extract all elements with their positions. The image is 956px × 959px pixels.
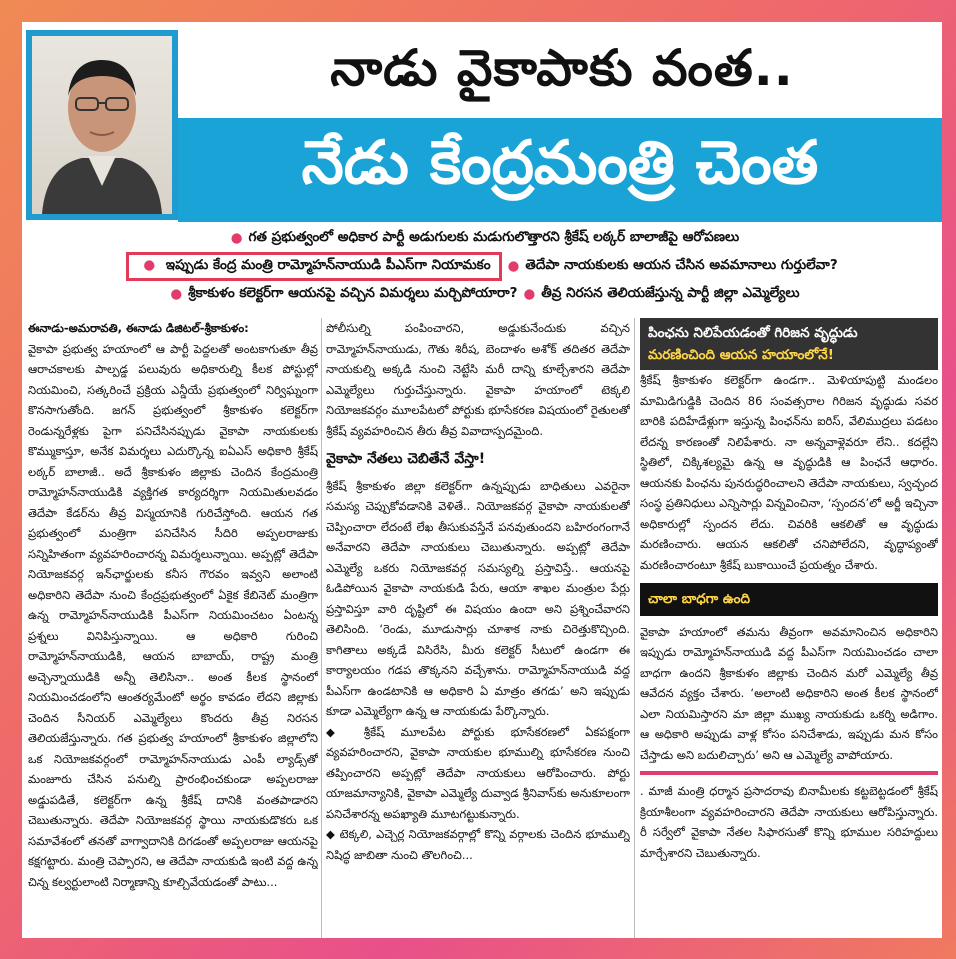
subheadings [22,224,942,308]
highlighted-subhead [126,252,501,281]
person-portrait-icon [32,36,172,214]
headline-line-2: నేడు కేంద్రమంత్రి చెంత [178,118,942,222]
box-heading-line-1: పింఛను నిలిపేయడంతో గిరిజన వృద్ధుడు [648,325,858,341]
headline-line-1: నాడు వైకాపాకు వంత.. [330,38,794,97]
column-2-para-4: ◆ టెక్కలి, ఎచ్చెర్ల నియోజకవర్గాల్లో కొన్ని వర్గాలకు చెందిన భూముల్ని నిషిద్ధ జాబితా నుంచి తొలగించి... [326,827,630,862]
bullet-icon: ● [507,258,520,274]
column-3-para-2: వైకాపా హయాంలో తమను తీవ్రంగా అవమానించిన అధికారిని ఇప్పుడు రామ్మోహన్‌నాయుడి వద్ద పీఎస్‌గా నియమించడం చాలా బాధగా ఉందని శ్రీకాకుళం జిల్లాకు చెందిన మరో ఎమ్మెల్యే తీవ్ర ఆవేదన వ్యక్తం చేశారు. ‘అలాంటి అధికారిని అంత కీలక స్థానంలో ఎలా నియమిస్తారని మా జిల్లా ముఖ్య నాయకుడు ఒకర్ని అడిగాం. ఆ అధికారి అప్పుడు వాళ్ల కోసం పనిచేశాడు, ఇప్పుడు మన కోసం చేస్తాడు అని బదులిచ్చారు’ అని ఆ ఎమ్మెల్యే వాపోయారు. [640,624,938,762]
newspaper-clipping [22,22,942,938]
column-divider [321,318,322,938]
box-heading-line-2: మరణించింది ఆయన హయాంలోనే! [648,347,834,363]
column-1 [28,318,318,938]
column-1-body: వైకాపా ప్రభుత్వ హయాంలో ఆ పార్టీ పెద్దలతో అంటకాగుతూ తీవ్ర ఆరాచకాలకు పాల్పడ్డ పలువురు అధికారుల్ని కీలక పోస్టుల్లో నియమించి, సత్కరించే ప్రక్రియ ఎన్డీయే ప్రభుత్వంలో నిర్విఘ్నంగా కొనసాగుతోంది. జగన్ ప్రభుత్వంలో శ్రీకాకుళం కలెక్టర్‌గా రెండున్నరేళ్లకు పైగా పనిచేసినప్పుడు వైకాపా నాయకులకు కొమ్ముకాస్తూ, అనేక విమర్శలు ఎదుర్కొన్న ఐఏఎస్ అధికారి శ్రీకేష్ లఠ్కర్ బాలాజీ.. అదే శ్రీకాకుళం జిల్లాకు చెందిన కేంద్రమంత్రి రామ్మోహన్‌నాయుడికి వ్యక్తిగత కార్యదర్శిగా నియమితులవడం తెదేపా కేడర్‌ను తీవ్ర విస్మయానికి గురిచేస్తోంది. ఆయన గత ప్రభుత్వంలో మంత్రిగా పనిచేసిన సీదిరి అప్పలరాజుకు సన్నిహితంగా వ్యవహరించారన్న విమర్శలున్నాయి. అప్పట్లో తెదేపా నియోజకవర్గ ఇన్‌ఛార్జులకు కనీస గౌరవం ఇవ్వని అలాంటి అధికారిని తెదేపా నుంచి కేంద్రప్రభుత్వంలో ఏకైక కేబినెట్ మంత్రిగా ఉన్న రామ్మోహన్‌నాయుడికి పీఎస్‌గా నియమించటం ఏంటన్న ప్రశ్నలు వినిపిస్తున్నాయి. ఆ అధికారి గురించి రామ్మోహన్‌నాయుడికి, ఆయన బాబాయ్, రాష్ట్ర మంత్రి అచ్చెన్నాయుడికి అన్నీ తెలిసినా.. అంత కీలక స్థానంలో నియమించడంలోని ఆంతర్యమేంటో అర్థం కావడం లేదని జిల్లాకు చెందిన సీనియర్ ఎమ్మెల్యేలు కొందరు తీవ్ర నిరసన తెలియజేస్తున్నారు. గత ప్రభుత్వ హయాంలో శ్రీకాకుళం జిల్లాలోని ఒక నియోజకవర్గంలో రామ్మోహన్‌నాయుడు ఎంపీ ల్యాడ్స్‌తో మంజూరు చేసిన పనుల్ని ప్రారంభించకుండా అప్పలరాజు అడ్డుపడితే, కలెక్టర్‌గా ఉన్న శ్రీకేష్ దానికి వంతపాడారని చెబుతున్నారు. తెదేపా నియోజకవర్గ స్థాయి నాయకుడొకరు ఒక సమావేశంలో తనతో వాగ్వాదానికి దిగడంతో అప్పలరాజు ఆయనపై కక్షగట్టారు. మంత్రి చెప్పారని, ఆ తెదేపా నాయకుడి ఇంటి వద్ద ఉన్న చిన్న కల్వర్టులాంటి నిర్మాణాన్ని కూల్చివేయడంతో పాటు... [28,341,318,889]
bullet-icon: ● [143,256,156,273]
bullet-icon: ● [170,286,183,302]
subhead-row-3 [22,280,942,308]
subhead-row-1 [22,224,942,252]
pink-divider [640,771,938,775]
subhead-4: శ్రీకాకుళం కలెక్టర్‌గా ఆయనపై వచ్చిన విమర్శలు మర్చిపోయారా? [188,284,518,301]
column-3-para-1: శ్రీకేష్ శ్రీకాకుళం కలెక్టర్‌గా ఉండగా.. మెళియాపుట్టి మండలం మామిడిగుడ్డికి చెందిన 86 సంవత్సరాల గిరిజన వృద్ధుడు సవర బారికి పదిహేడేళ్లుగా ఇస్తున్న పింఛన్‌ను ఐరిస్, వేలిముద్రలు పడటం లేదన్న కారణంతో నిలిపేశారు. నా అన్నవాళ్లెవరూ లేని.. కదల్లేని స్థితిలో, చిక్కిశల్యమై ఉన్న ఆ వృద్ధుడికి ఆ పింఛనే ఆధారం. ఆయనకు పింఛను పునరుద్ధరించాలని తెదేపా నాయకులు, స్వచ్ఛంద సంస్థ ప్రతినిధులు ఎన్నిసార్లు విన్నవించినా, ‘స్పందన’లో అర్జీ ఇచ్చినా అధికారుల్లో స్పందన లేదు. చివరికి ఆకలితో ఆ వృద్ధుడు మరణించారు. ఆయన ఆకలితో చనిపోలేదని, వృద్ధాప్యంతో మరణించారంటూ శ్రీకేష్ బుకాయించే ప్రయత్నం చేశారు. [640,373,938,572]
column-2 [326,318,630,938]
dateline: ఈనాడు-అమరావతి, ఈనాడు డిజిటల్-శ్రీకాకుళం: [28,321,249,335]
column-2-para-3: ◆ శ్రీకేష్ మూలపేట పోర్టుకు భూసేకరణలో ఏకపక్షంగా వ్యవహరించారని, వైకాపా నాయకుల భూముల్ని భూసేకరణ నుంచి తప్పించారని అప్పట్లో తెదేపా నాయకులు ఆరోపించారు. పోర్టు యాజమాన్యానికి, వైకాపా ఎమ్మెల్యే దువ్వాడ శ్రీనివాస్‌కు అనుకూలంగా పనిచేశారన్న అపఖ్యాతి మూటగట్టుకున్నారు. [326,724,630,821]
subhead-5: తీవ్ర నిరసన తెలియజేస్తున్న పార్టీ జిల్లా ఎమ్మెల్యేలు [541,284,800,301]
subhead-row-2 [22,252,942,280]
section-subheading: వైకాపా నేతలు చెబితేనే వేస్తా! [326,451,486,467]
subhead-3: తెదేపా నాయకులకు ఆయన చేసిన అవమానాలు గుర్తులేవా? [525,256,838,273]
column-2-para-2: శ్రీకేష్ శ్రీకాకుళం జిల్లా కలెక్టర్‌గా ఉన్నప్పుడు బాధితులు ఎవరైనా సమస్య చెప్పుకోవడానికి వెళితే.. నియోజకవర్గ వైకాపా నాయకులతో చెప్పించారా లేదంటే లేఖ తీసుకువస్తేనే పనవుతుందని బహిరంగంగానే అనేవారని తెదేపా నాయకులు చెబుతున్నారు. అప్పట్లో తెదేపా ఎమ్మెల్యే ఒకరు నియోజకవర్గ సమస్యల్ని ప్రస్తావిస్తే.. ఆయనపై ఓడిపోయిన వైకాపా నాయకుడి పేరు, ఆయా శాఖల మంత్రుల పేర్లు ప్రస్తావిస్తూ వారి దృష్టిలో ఈ విషయం ఉందా అని ప్రశ్నించేవారని తెలిసింది. ‘రెండు, మూడుసార్లు చూశాక నాకు చిరెత్తుకొచ్చింది. కాగితాలు అక్కడే విసిరేసి, మీరు కలెక్టర్ సీటులో ఉండగా ఈ కార్యాలయం గడప తొక్కనని వచ్చేశాను. రామ్మోహన్‌నాయుడి వద్ద పీఎస్‌గా ఉండటానికి ఆ అధికారి ఏ మాత్రం తగడు’ అని ఇప్పుడు కూడా ఎమ్మెల్యేగా ఉన్న ఆ నాయకుడు పేర్కొన్నారు. [326,478,630,718]
box-heading-2: చాలా బాధగా ఉంది [640,583,938,616]
column-3 [640,318,938,938]
box-heading [640,318,938,370]
bullet-icon: ● [523,286,536,302]
bullet-icon: ● [230,230,243,246]
subhead-2: ఇప్పుడు కేంద్ర మంత్రి రామ్మోహన్‌నాయుడి పీఎస్‌గా నియామకం [165,256,491,273]
photo-inner [32,36,172,214]
column-2-para-1: పోలీసుల్ని పంపించారని, అడ్డుకునేందుకు వచ్చిన రామ్మోహన్‌నాయుడు, గౌతు శిరీష, బెందాళం అశోక్ తదితర తెదేపా నాయకుల్ని అక్కడి నుంచి నెట్టేసి మరీ దాన్ని కూల్చేశారని తెదేపా ఎమ్మెల్యేలు గుర్తుచేస్తున్నారు. వైకాపా హయాంలో టెక్కలి నియోజకవర్గం మూలపేటలో పోర్టుకు భూసేకరణ విషయంలో రైతులతో శ్రీకేష్ వ్యవహరించిన తీరు తీవ్ర వివాదాస్పదమైంది. [326,321,630,438]
column-divider [634,318,635,938]
person-photo [26,30,178,220]
subhead-1: గత ప్రభుత్వంలో అధికార పార్టీ అడుగులకు మడుగులొత్తారని శ్రీకేష్ లఠ్కర్ బాలాజీపై ఆరోపణలు [248,228,740,245]
column-3-para-3: . మాజీ మంత్రి ధర్మాన ప్రసాదరావు బినామీలకు కట్టబెట్టడంలో శ్రీకేష్ క్రియాశీలంగా వ్యవహరించారని తెదేపా నాయకులు ఆరోపిస్తున్నారు. రీ సర్వేలో వైకాపా నేతల సిఫారసుతో కొన్ని భూముల సరిహద్దులు మార్చేశారని చెబుతున్నారు. [640,784,938,860]
